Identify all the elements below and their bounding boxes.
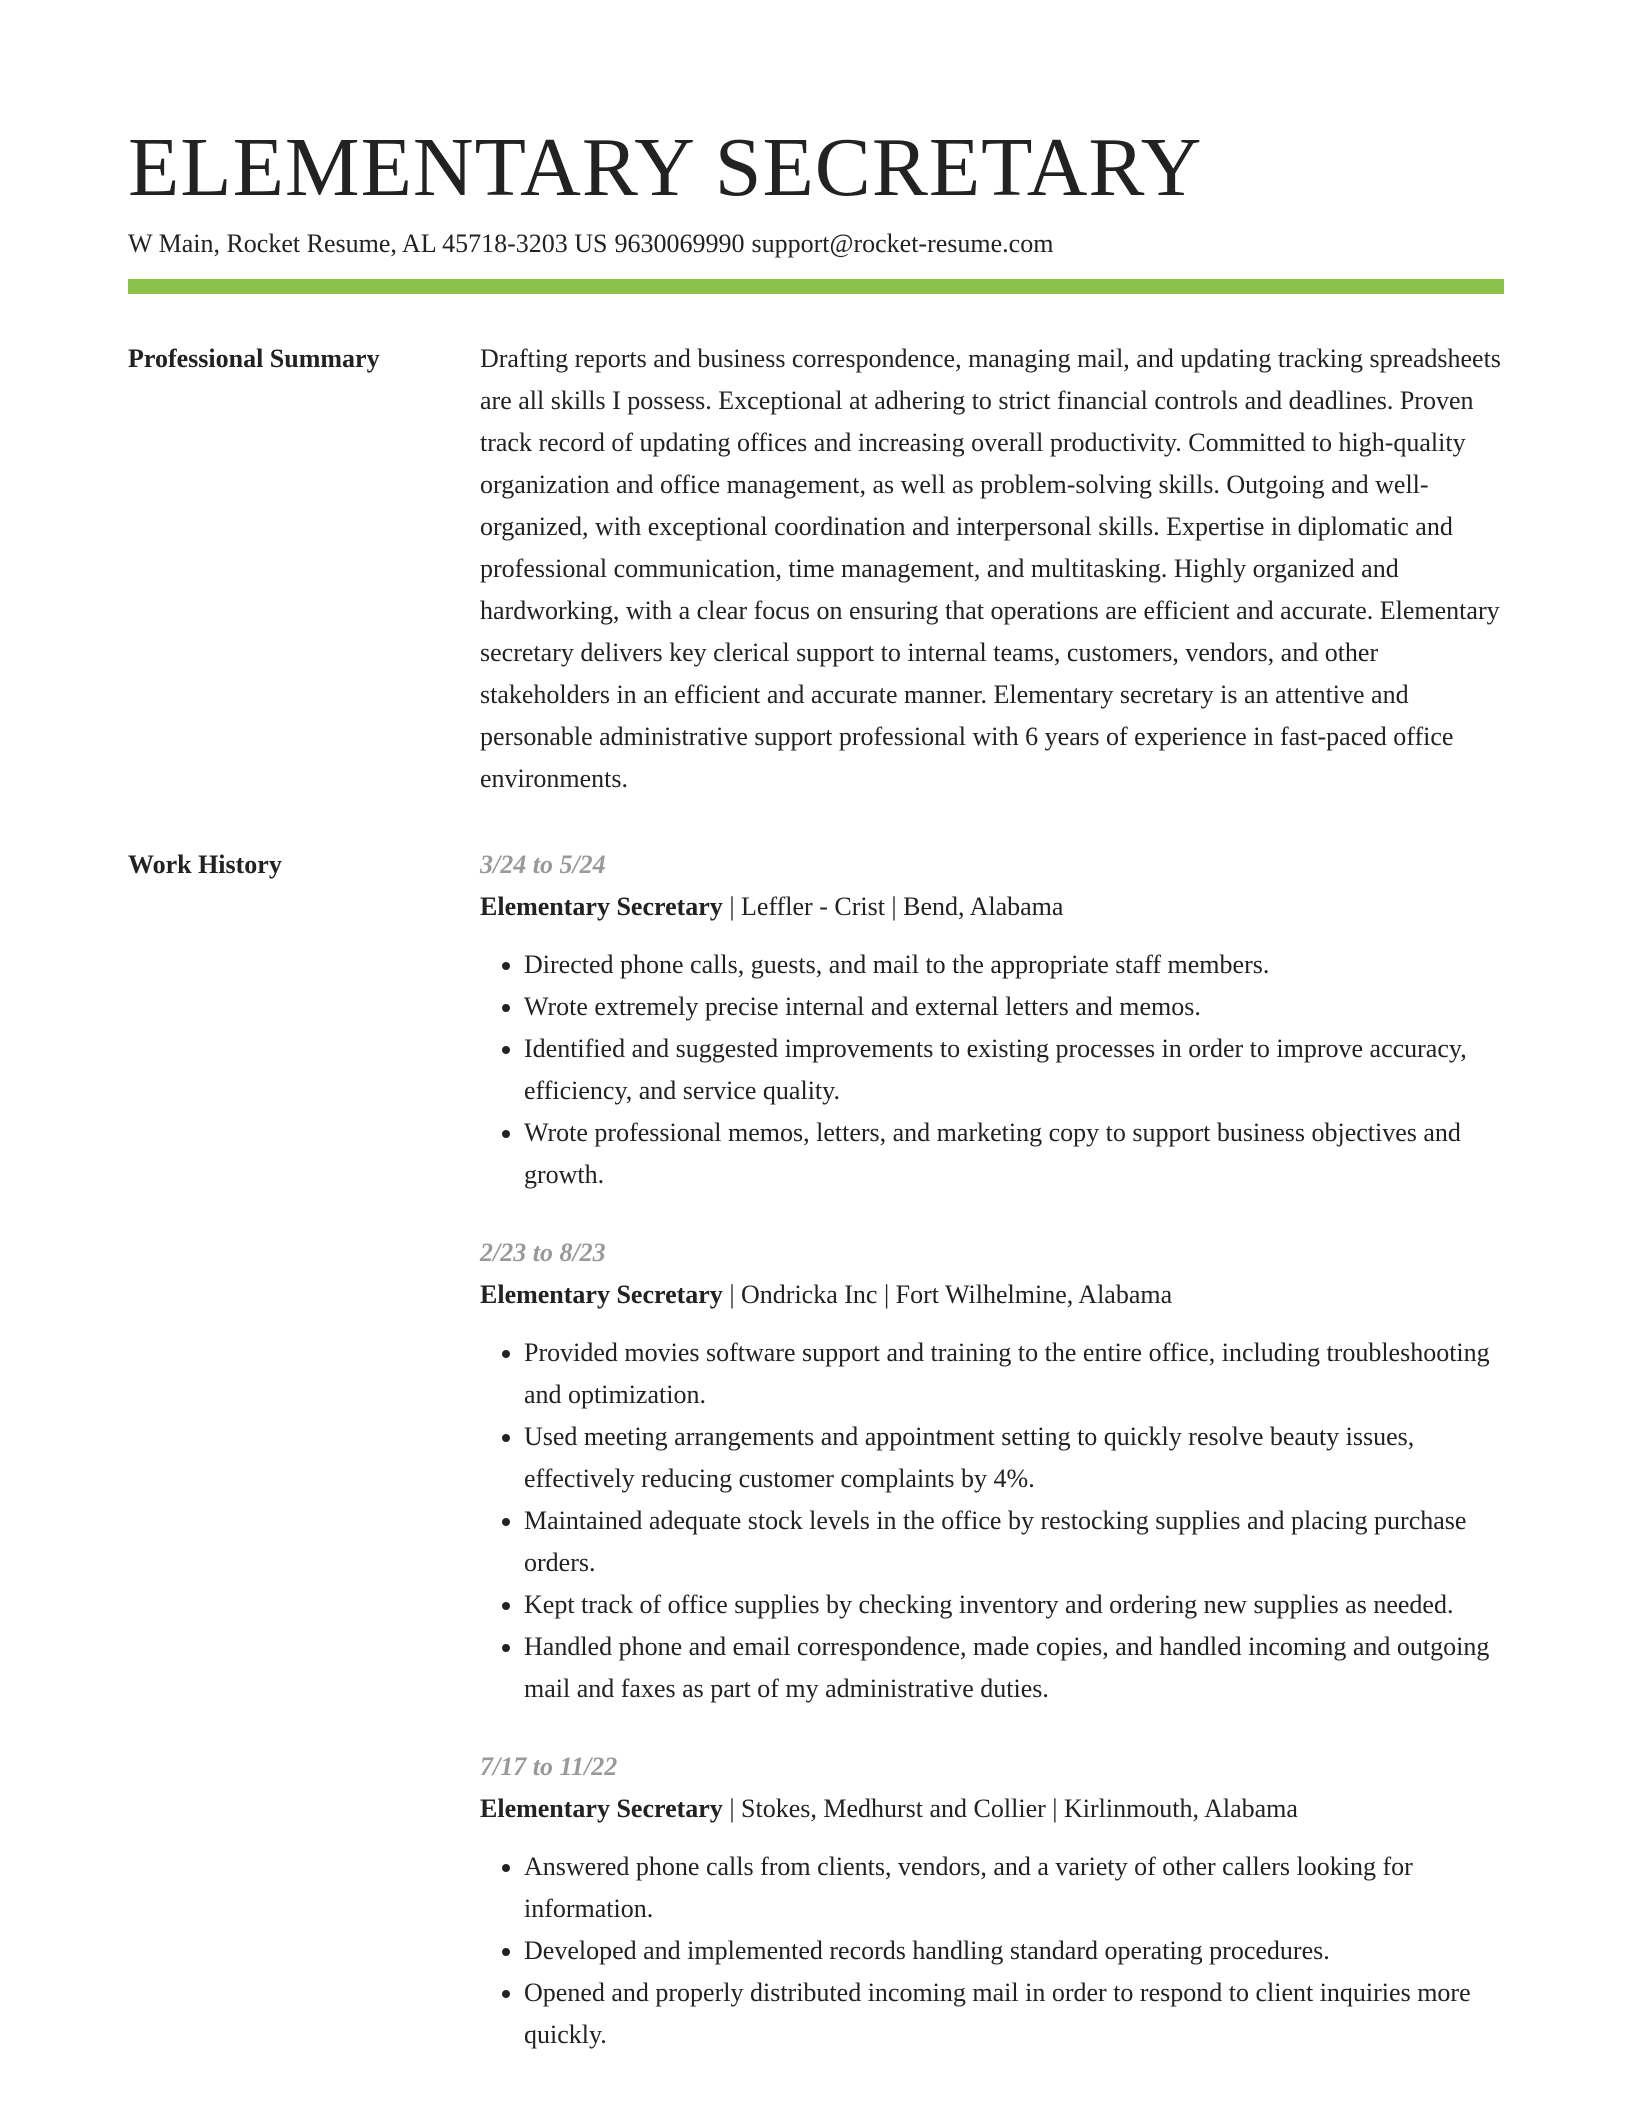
job-dates: 3/24 to 5/24: [480, 850, 606, 879]
summary-body: [480, 338, 1504, 800]
job-title: Elementary Secretary: [480, 892, 723, 921]
job-title: Elementary Secretary: [480, 1280, 723, 1309]
job-details: | Ondricka Inc | Fort Wilhelmine, Alabama: [722, 1280, 1173, 1309]
work-history-body: [480, 844, 1504, 2056]
job-bullet: • Developed and implemented records handling standard operating procedures.: [524, 1930, 1504, 1972]
resume-page: [128, 118, 1504, 2056]
job-bullet: • Provided movies software support and training to the entire office, including troubleshooting and optimization.: [524, 1332, 1504, 1416]
header-divider: [128, 279, 1504, 294]
job-title: Elementary Secretary: [480, 1794, 723, 1823]
job-entry: [480, 844, 1504, 1196]
job-dates: 2/23 to 8/23: [480, 1238, 606, 1267]
job-bullet: • Handled phone and email correspondence, made copies, and handled incoming and outgoing mail and faxes as part of my administrative duties.: [524, 1626, 1504, 1710]
work-history-heading: Work History: [128, 850, 282, 879]
job-line: [480, 886, 1504, 928]
job-bullet-list: [480, 944, 1504, 1196]
work-history-section: [128, 850, 1504, 2056]
contact-phone: 9630069990: [614, 229, 745, 258]
contact-line: [128, 226, 1504, 262]
job-details: | Stokes, Medhurst and Collier | Kirlinmouth, Alabama: [722, 1794, 1298, 1823]
summary-text: Drafting reports and business correspondence, managing mail, and updating tracking spreadsheets are all skills I possess. Exceptional at adhering to strict financial controls and deadlines. Proven track record of updating offices and increasing overall productivity. Committed to high-quality organization and office management, as well as problem-solving skills. Outgoing and well-organized, with exceptional coordination and interpersonal skills. Expertise in diplomatic and professional communication, time management, and multitasking. Highly organized and hardworking, with a clear focus on ensuring that operations are efficient and accurate. Elementary secretary delivers key clerical support to internal teams, customers, vendors, and other stakeholders in an efficient and accurate manner. Elementary secretary is an attentive and personable administrative support professional with 6 years of experience in fast-paced office environments.: [480, 344, 1501, 793]
job-bullet: • Identified and suggested improvements to existing processes in order to improve accuracy, efficiency, and service quality.: [524, 1028, 1504, 1112]
summary-section: [128, 344, 1504, 800]
job-bullet: • Maintained adequate stock levels in the office by restocking supplies and placing purchase orders.: [524, 1500, 1504, 1584]
job-entry: [480, 1746, 1504, 2056]
job-bullet: • Kept track of office supplies by checking inventory and ordering new supplies as needed.: [524, 1584, 1504, 1626]
job-bullet: • Answered phone calls from clients, vendors, and a variety of other callers looking for information.: [524, 1846, 1504, 1930]
job-bullet-list: [480, 1332, 1504, 1710]
job-line: [480, 1788, 1504, 1830]
job-entry: [480, 1232, 1504, 1710]
job-bullet: • Used meeting arrangements and appointment setting to quickly resolve beauty issues, effectively reducing customer complaints by 4%.: [524, 1416, 1504, 1500]
job-bullet: • Directed phone calls, guests, and mail to the appropriate staff members.: [524, 944, 1504, 986]
job-details: | Leffler - Crist | Bend, Alabama: [722, 892, 1064, 921]
job-line: [480, 1274, 1504, 1316]
summary-heading: Professional Summary: [128, 344, 380, 373]
job-dates: 7/17 to 11/22: [480, 1752, 618, 1781]
job-bullet: • Wrote professional memos, letters, and marketing copy to support business objectives and growth.: [524, 1112, 1504, 1196]
job-bullet: • Opened and properly distributed incoming mail in order to respond to client inquiries more quickly.: [524, 1972, 1504, 2056]
job-bullet: • Wrote extremely precise internal and external letters and memos.: [524, 986, 1504, 1028]
contact-address: W Main, Rocket Resume, AL 45718-3203 US: [128, 229, 608, 258]
resume-name: ELEMENTARY SECRETARY: [128, 121, 1203, 214]
job-bullet-list: [480, 1846, 1504, 2056]
contact-email: support@rocket-resume.com: [751, 229, 1054, 258]
